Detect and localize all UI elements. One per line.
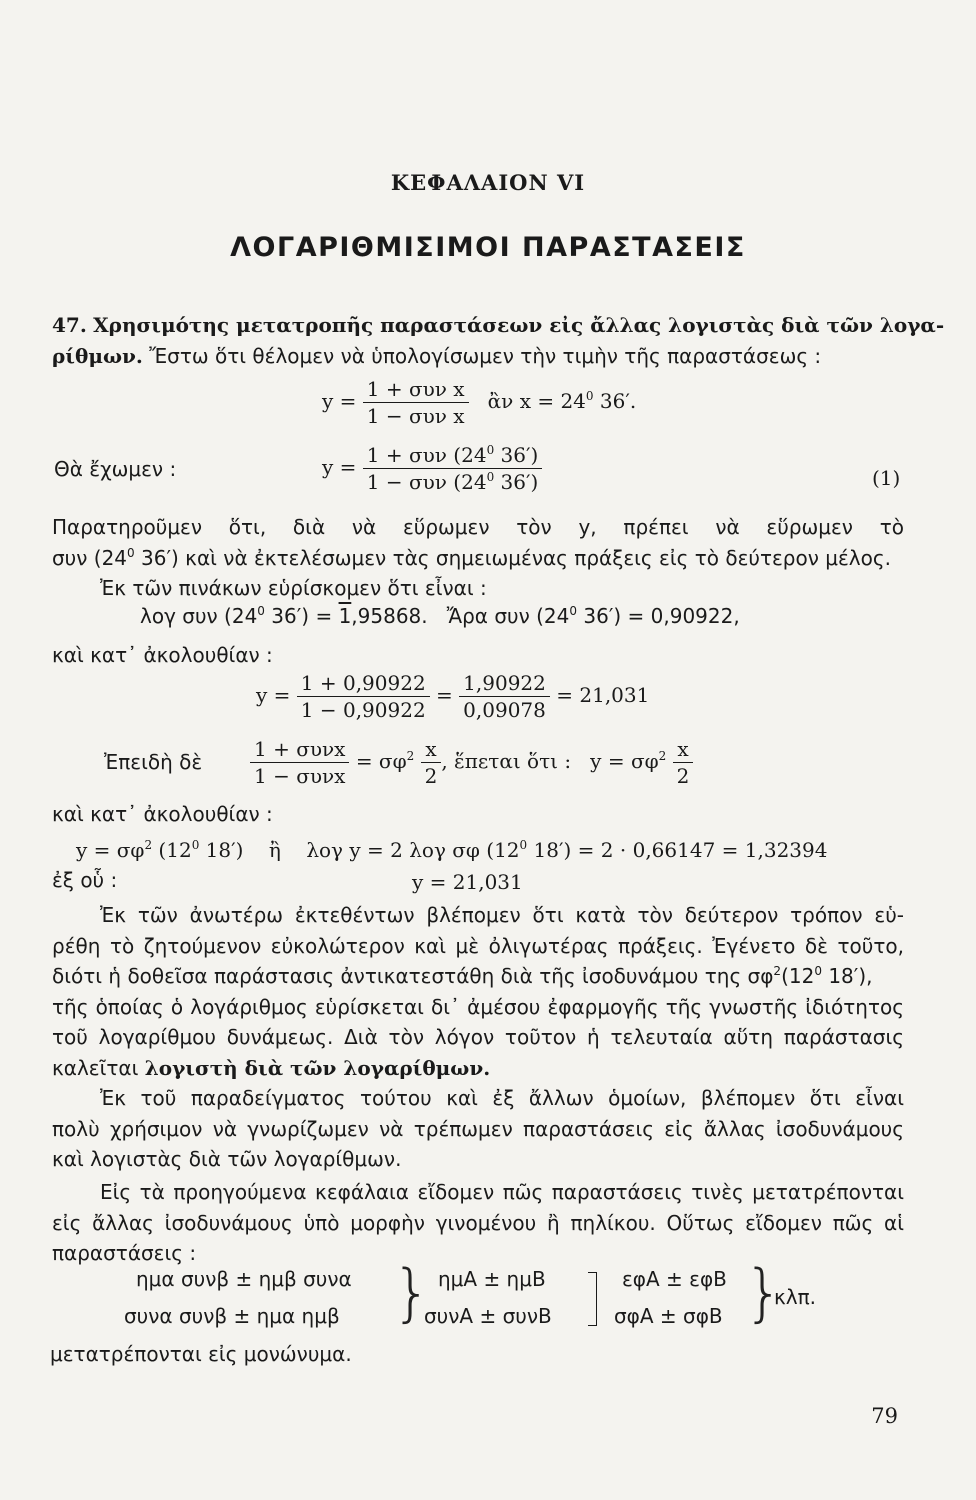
log-left-degree: 0	[257, 604, 265, 618]
log-line	[140, 604, 740, 628]
eq3-result: = 21,031	[556, 683, 650, 707]
closing-line: μετατρέπονται εἰς μονώνυμα.	[50, 1342, 352, 1366]
eq5-left-degree: 0	[191, 838, 200, 852]
para2-line6-bold: λογιστὴ διὰ τῶν λογαρίθμων.	[144, 1055, 491, 1080]
expr-col1-bottom: συνα συνβ ± ημα ημβ	[124, 1304, 340, 1328]
para2-line4: τῆς ὁποίας ὁ λογάριθμος εὑρίσκεται δι᾽ ἀμέσου ἐφαρμογῆς τῆς γνωστῆς ἰδιότητος	[52, 994, 904, 1019]
log-left-c: ,95868.	[351, 604, 428, 628]
eq1-denominator: 1 − συν x	[366, 404, 465, 428]
eq1-condition: ἂν x = 24	[487, 389, 586, 413]
log-bar-digit: 1	[338, 604, 352, 628]
para1-line2-b: 36′) καὶ νὰ ἐκτελέσωμεν τὰς σημειωμένας πράξεις εἰς τὸ δεύτερον μέλος.	[134, 545, 891, 570]
log-right-a: Ἄρα συν (24	[446, 604, 570, 628]
para2-line3-a: διότι ἡ δοθεῖσα παράστασις ἀντικατεστάθη διὰ τῆς ἰσοδυνάμου της σφ	[52, 964, 774, 988]
para2-line3-b: (12	[781, 964, 815, 988]
equation-3	[256, 670, 649, 723]
equation-6: y = 21,031	[412, 870, 523, 894]
section-number: 47.	[52, 313, 87, 337]
para1-line2-a: συν (24	[52, 545, 128, 570]
eq4-rhs-half-den: 2	[676, 764, 690, 788]
eq4-eq: = σφ	[355, 749, 407, 773]
eq2-label: (1)	[872, 466, 901, 490]
eq3-num1: 1 + 0,90922	[297, 670, 430, 697]
equation-5	[76, 838, 827, 862]
eq2-num-a: 1 + συν (24	[366, 443, 487, 467]
expr-etc: κλπ.	[774, 1285, 817, 1309]
eq2-intro: Θὰ ἔχωμεν :	[54, 457, 177, 481]
section-heading	[52, 310, 945, 371]
eq4-num: 1 + συνx	[250, 736, 349, 763]
eq5-left-c: 18′)	[199, 838, 244, 862]
eq3-num2: 1,90922	[459, 670, 550, 697]
eq3-den2: 0,09078	[463, 698, 546, 722]
eq5-left-b: (12	[152, 838, 192, 862]
equation-2	[322, 442, 542, 495]
chapter-title: ΛΟΓΑΡΙΘΜΙΣΙΜΟΙ ΠΑΡΑΣΤΑΣΕΙΣ	[230, 232, 746, 263]
para2-line3-c: 18′),	[821, 964, 873, 988]
eq5-right-a: λογ y = 2 λογ σφ (12	[306, 838, 520, 862]
eq5-or: ἢ	[268, 838, 281, 862]
consequently-2: καὶ κατ᾽ ἀκολουθίαν :	[52, 802, 273, 826]
eq4-mid: , ἕπεται ὅτι :	[441, 749, 572, 773]
para4-line1: Εἰς τὰ προηγούμενα κεφάλαια εἴδομεν πῶς παραστάσεις τινὲς μετατρέπονται	[100, 1180, 904, 1204]
eq2-den-b: 36′)	[494, 470, 539, 494]
eq5-left-a: y = σφ	[76, 838, 145, 862]
eq1-degree: 0	[585, 389, 594, 403]
log-right-b: 36′) = 0,90922,	[577, 604, 740, 628]
para3-line2: πολὺ χρήσιμον νὰ γνωρίζωμεν νὰ τρέπωμεν παραστάσεις εἰς ἄλλας ἰσοδυνάμους	[52, 1116, 904, 1141]
brace-icon-2: }	[744, 1256, 784, 1329]
expr-col2-top: ημA ± ημB	[438, 1267, 546, 1291]
eq2-num-degree: 0	[486, 443, 495, 457]
consequently-1: καὶ κατ᾽ ἀκολουθίαν :	[52, 643, 273, 667]
para1-line3: Ἐκ τῶν πινάκων εὑρίσκομεν ὅτι εἶναι :	[100, 576, 487, 600]
eq4-half-den: 2	[424, 764, 438, 788]
equation-4	[250, 736, 693, 789]
para2-line2: ρέθη τὸ ζητούμενον εὐκολώτερον καὶ μὲ ὀλιγωτέρας πράξεις. Ἐγένετο δὲ τοῦτο,	[52, 933, 904, 958]
eq4-rhs-sq: 2	[658, 749, 667, 763]
para2-line5: τοῦ λογαρίθμου δυνάμεως. Διὰ τὸν λόγον τοῦτον ἡ τελευταία αὕτη παράστασις	[52, 1025, 904, 1049]
section-heading-line1: Χρησιμότης μετατροπῆς παραστάσεων εἰς ἄλλας λογιστὰς διὰ τῶν λογα-	[93, 313, 945, 337]
eq4-den: 1 − συνx	[254, 764, 346, 788]
eq5-right-degree: 0	[519, 838, 528, 852]
eq3-den1: 1 − 0,90922	[300, 698, 426, 722]
eq2-fraction	[363, 442, 543, 495]
eq3-equals: =	[436, 683, 453, 707]
para2-line3-degree: 0	[814, 964, 822, 978]
eq2-lhs: y =	[322, 455, 357, 479]
para1-line1: Παρατηροῦμεν ὅτι, διὰ νὰ εὕρωμεν τὸν y, πρέπει νὰ εὕρωμεν τὸ	[52, 515, 904, 539]
eq4-half-num: x	[421, 736, 442, 763]
para3-line3: καὶ λογιστὰς διὰ τῶν λογαρίθμων.	[52, 1147, 402, 1171]
eq1-fraction	[363, 376, 469, 429]
para4-line2: εἰς ἄλλας ἰσοδυνάμους ὑπὸ μορφὴν γινομένου ἢ πηλίκου. Οὕτως εἴδομεν πῶς αἱ	[52, 1210, 904, 1235]
eq2-den-a: 1 − συν (24	[366, 470, 487, 494]
eq3-lhs: y =	[256, 683, 291, 707]
equation-1	[322, 376, 636, 429]
para2-line3-sq: 2	[773, 964, 782, 978]
log-left-b: 36′) =	[264, 604, 339, 628]
para4-line3: παραστάσεις :	[52, 1241, 197, 1265]
eq4-rhs-half-num: x	[673, 736, 694, 763]
para2-line1: Ἐκ τῶν ἀνωτέρω ἐκτεθέντων βλέπομεν ὅτι κατὰ τὸν δεύτερον τρόπον εὑ-	[100, 903, 904, 927]
eq2-den-degree: 0	[486, 470, 495, 484]
eq4-rhs: y = σφ	[590, 749, 659, 773]
paragraph-4	[52, 1177, 904, 1269]
eq5-left-sq: 2	[144, 838, 153, 852]
log-right-degree: 0	[569, 604, 578, 618]
expr-col3-bottom: σφA ± σφB	[614, 1304, 723, 1328]
eq1-lhs: y =	[322, 389, 357, 413]
para2-line6-a: καλεῖται	[52, 1055, 145, 1080]
expr-col3-top: εφA ± εφB	[622, 1267, 727, 1291]
chapter-label: ΚΕΦΑΛΑΙΟΝ VI	[390, 170, 586, 195]
paragraph-2	[52, 900, 904, 1083]
page-number: 79	[871, 1404, 898, 1428]
section-heading-line2-bold: ρίθμων.	[52, 343, 143, 368]
eq4-sq: 2	[406, 749, 415, 763]
eq1-condition-end: 36′.	[593, 389, 637, 413]
paragraph-3	[52, 1083, 904, 1175]
eq1-numerator: 1 + συν x	[363, 376, 469, 403]
bracket-icon	[588, 1272, 597, 1326]
eq6-intro: ἐξ οὗ :	[52, 868, 118, 892]
para3-line1: Ἐκ τοῦ παραδείγματος τούτου καὶ ἐξ ἄλλων ὁμοίων, βλέπομεν ὅτι εἶναι	[100, 1086, 904, 1110]
eq2-num-b: 36′)	[494, 443, 539, 467]
eq4-intro: Ἐπειδὴ δὲ	[104, 750, 203, 774]
section-heading-line2-rest: Ἔστω ὅτι θέλομεν νὰ ὑπολογίσωμεν τὴν τιμὴν τῆς παραστάσεως :	[142, 343, 822, 368]
expr-col1-top: ημα συνβ ± ημβ συνα	[136, 1267, 352, 1291]
paragraph-1	[52, 512, 904, 604]
expr-col2-bottom: συνA ± συνB	[424, 1304, 552, 1328]
log-left-a: λογ συν (24	[140, 604, 258, 628]
para1-degree: 0	[127, 545, 135, 560]
eq5-right-b: 18′) = 2 · 0,66147 = 1,32394	[527, 838, 828, 862]
brace-icon-1: }	[392, 1256, 432, 1329]
